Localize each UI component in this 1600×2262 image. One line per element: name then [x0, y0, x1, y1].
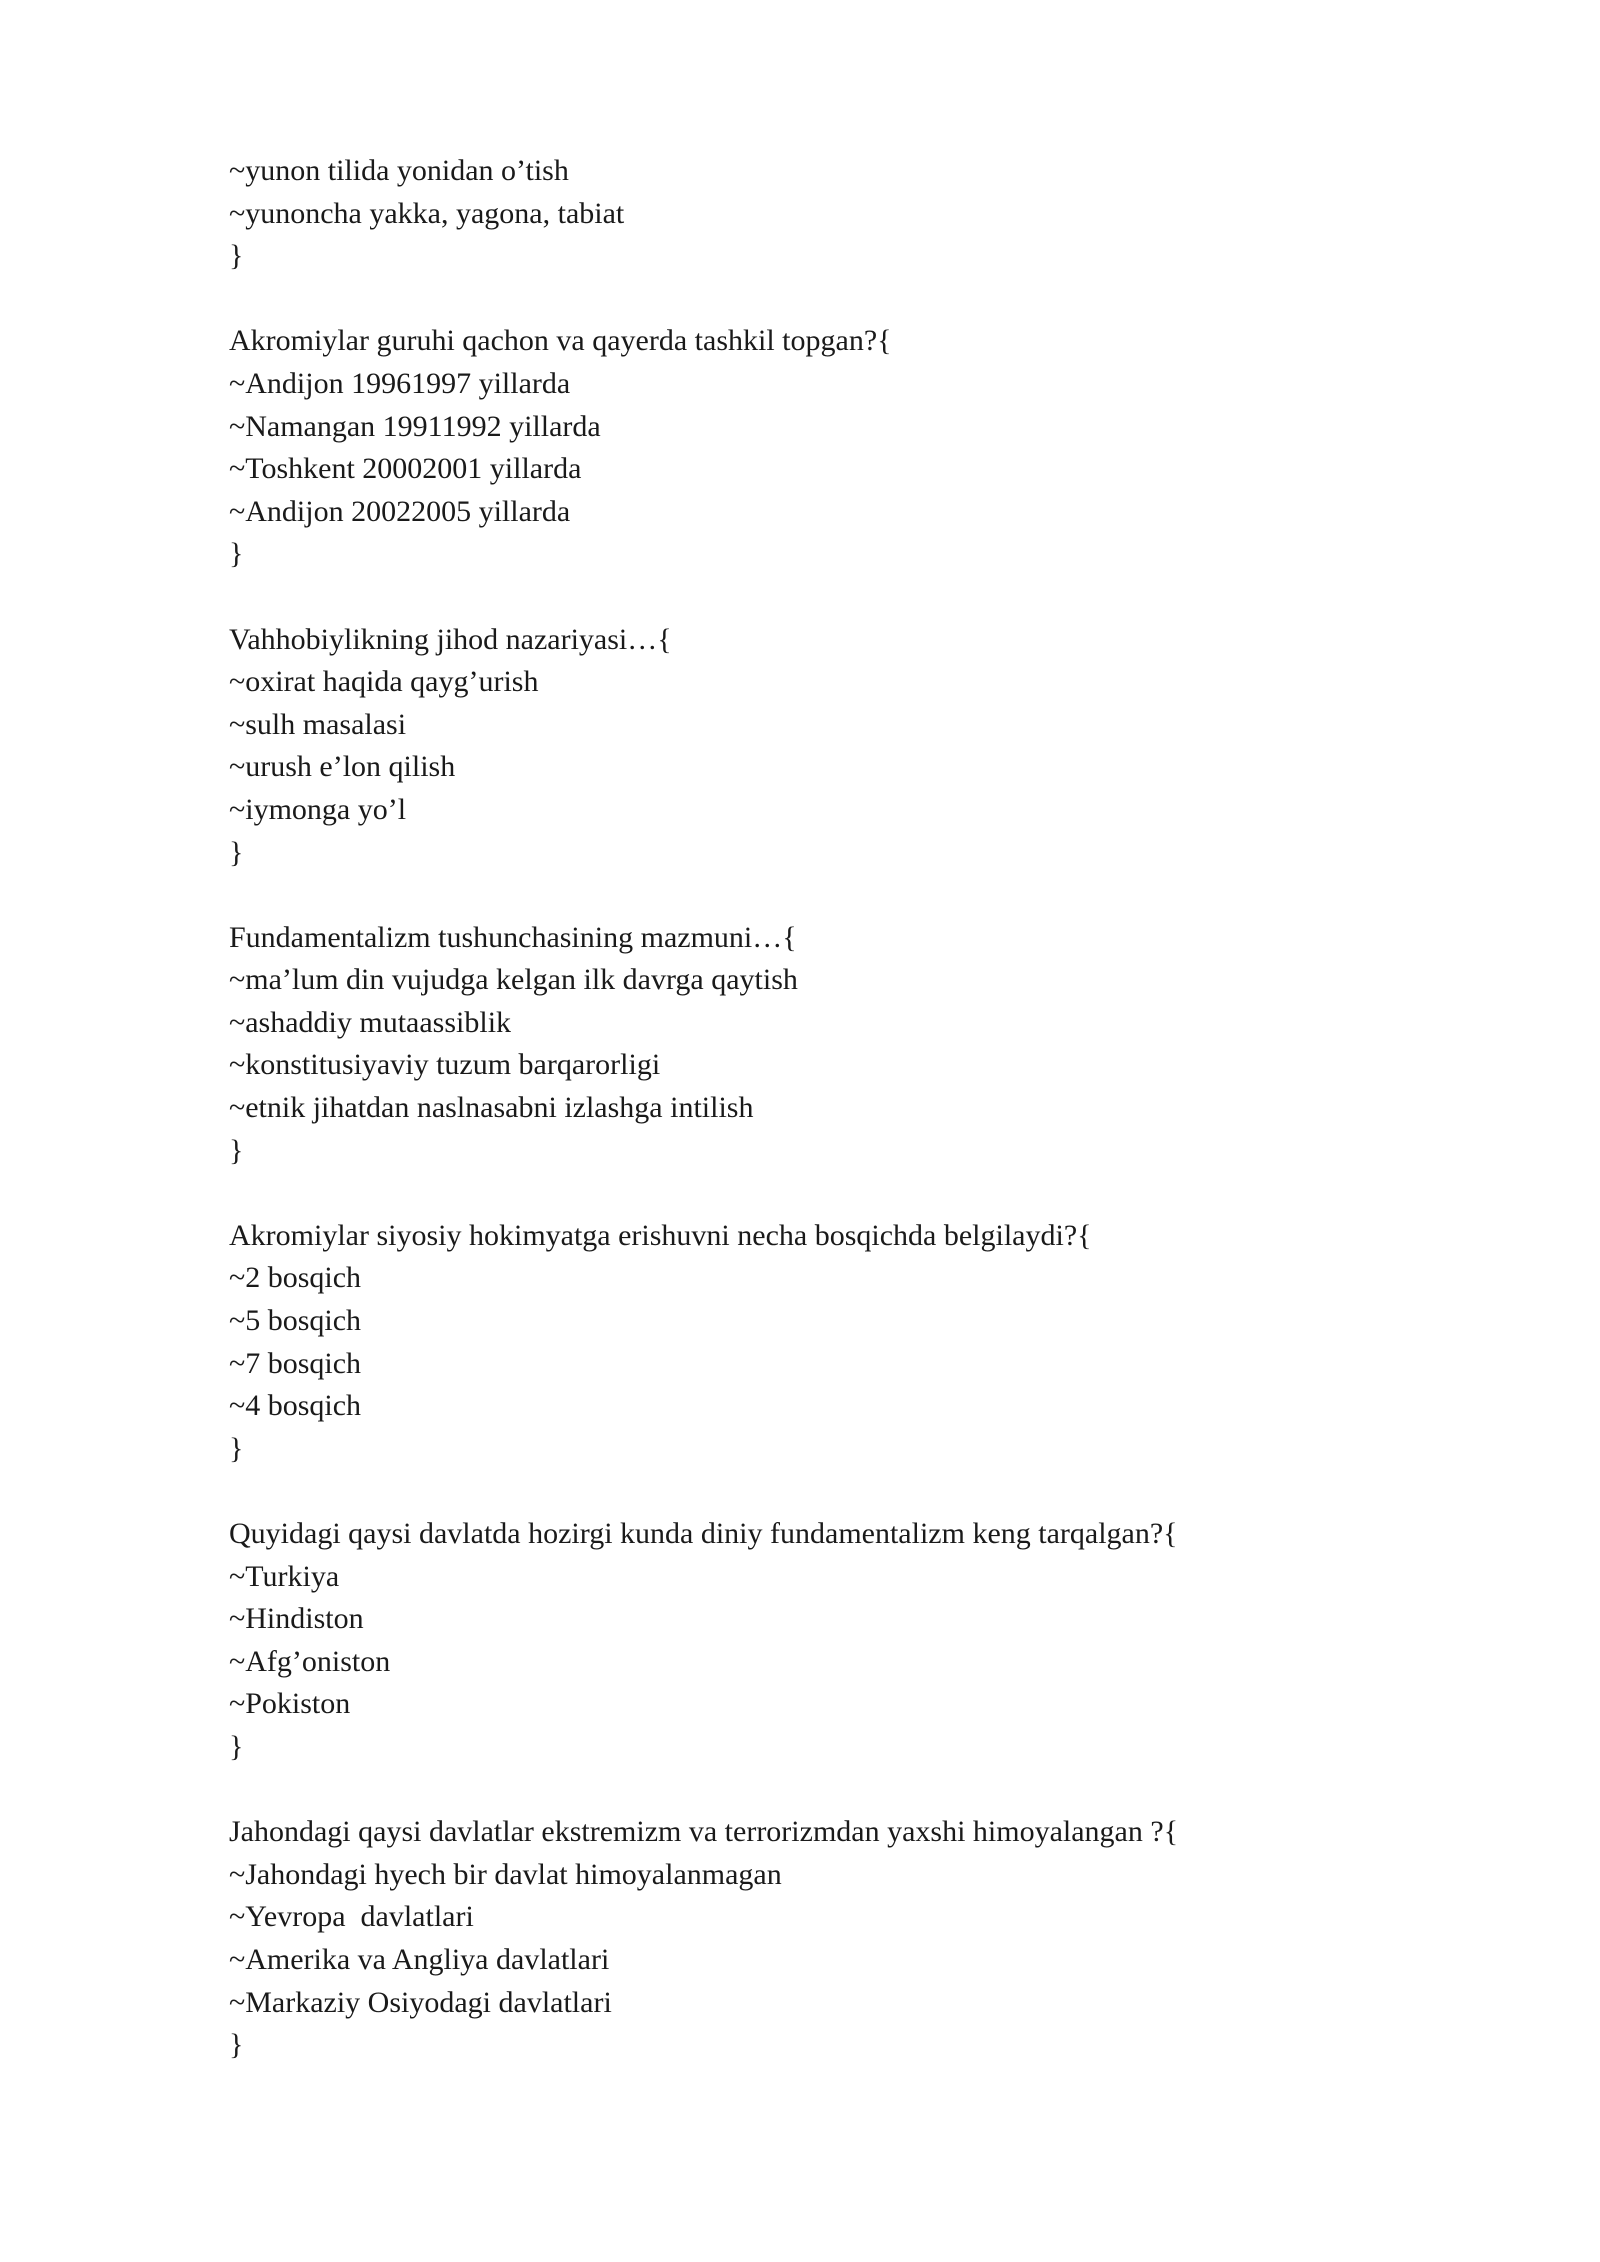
answer-option: ~etnik jihatdan naslnasabni izlashga intilish — [229, 1091, 754, 1125]
answer-option: ~yunon tilida yonidan o’tish — [229, 154, 569, 187]
question-block — [229, 619, 1429, 875]
answer-option: ~Hindiston — [229, 1602, 364, 1636]
spacer — [229, 1769, 1429, 1812]
question-block — [229, 320, 1429, 576]
question-text: Jahondagi qaysi davlatlar ekstremizm va terrorizmdan yaxshi himoyalangan ?{ — [229, 1815, 1179, 1849]
spacer — [229, 1172, 1429, 1215]
question-block — [229, 1215, 1429, 1471]
answer-option: ~Amerika va Angliya davlatlari — [229, 1942, 610, 1976]
answer-option: ~Pokiston — [229, 1687, 351, 1721]
answer-option: ~konstitusiyaviy tuzum barqarorligi — [229, 1048, 661, 1082]
answer-option: ~ma’lum din vujudga kelgan ilk davrga qaytish — [229, 963, 798, 997]
spacer — [229, 278, 1429, 321]
answer-option: ~Toshkent 20002001 yillarda — [229, 452, 582, 486]
answer-option: ~Namangan 19911992 yillarda — [229, 409, 601, 443]
question-text: Fundamentalizm tushunchasining mazmuni…{ — [229, 920, 797, 954]
closing-brace: } — [229, 1729, 244, 1763]
answer-option: ~7 bosqich — [229, 1346, 362, 1380]
closing-brace: } — [229, 537, 244, 571]
closing-brace: } — [229, 1133, 244, 1167]
answer-option: ~Afg’oniston — [229, 1644, 391, 1678]
closing-brace: } — [229, 835, 244, 869]
question-text: Vahhobiylikning jihod nazariyasi…{ — [229, 622, 672, 656]
closing-brace: } — [229, 1431, 244, 1465]
answer-option: ~Markaziy Osiyodagi davlatlari — [229, 1985, 612, 2019]
question-text: Akromiylar guruhi qachon va qayerda tashkil topgan?{ — [229, 324, 892, 358]
question-block — [229, 1513, 1429, 1769]
spacer — [229, 1470, 1429, 1513]
question-block-lead — [229, 150, 1429, 278]
answer-option: ~Jahondagi hyech bir davlat himoyalanmagan — [229, 1857, 782, 1891]
answer-option: ~Turkiya — [229, 1559, 340, 1593]
answer-option: ~Andijon 19961997 yillarda — [229, 366, 571, 400]
spacer — [229, 576, 1429, 619]
answer-option: ~urush e’lon qilish — [229, 750, 456, 784]
answer-option: ~ashaddiy mutaassiblik — [229, 1005, 512, 1039]
answer-option: ~4 bosqich — [229, 1389, 362, 1423]
answer-option: ~Andijon 20022005 yillarda — [229, 494, 571, 528]
answer-option: ~iymonga yo’l — [229, 792, 407, 826]
answer-option: ~sulh masalasi — [229, 707, 407, 741]
question-text: Quyidagi qaysi davlatda hozirgi kunda diniy fundamentalizm keng tarqalgan?{ — [229, 1517, 1178, 1550]
answer-option: ~Yevropa davlatlari — [229, 1900, 474, 1934]
closing-brace: } — [229, 2028, 244, 2062]
answer-option: ~oxirat haqida qayg’urish — [229, 665, 539, 699]
answer-option: ~5 bosqich — [229, 1304, 362, 1338]
answer-option: ~2 bosqich — [229, 1261, 362, 1295]
spacer — [229, 874, 1429, 917]
document-page — [229, 150, 1429, 2067]
question-text: Akromiylar siyosiy hokimyatga erishuvni necha bosqichda belgilaydi?{ — [229, 1218, 1092, 1252]
question-block — [229, 917, 1429, 1173]
answer-option: ~yunoncha yakka, yagona, tabiat — [229, 196, 625, 230]
closing-brace: } — [229, 239, 244, 273]
question-block — [229, 1811, 1429, 2067]
